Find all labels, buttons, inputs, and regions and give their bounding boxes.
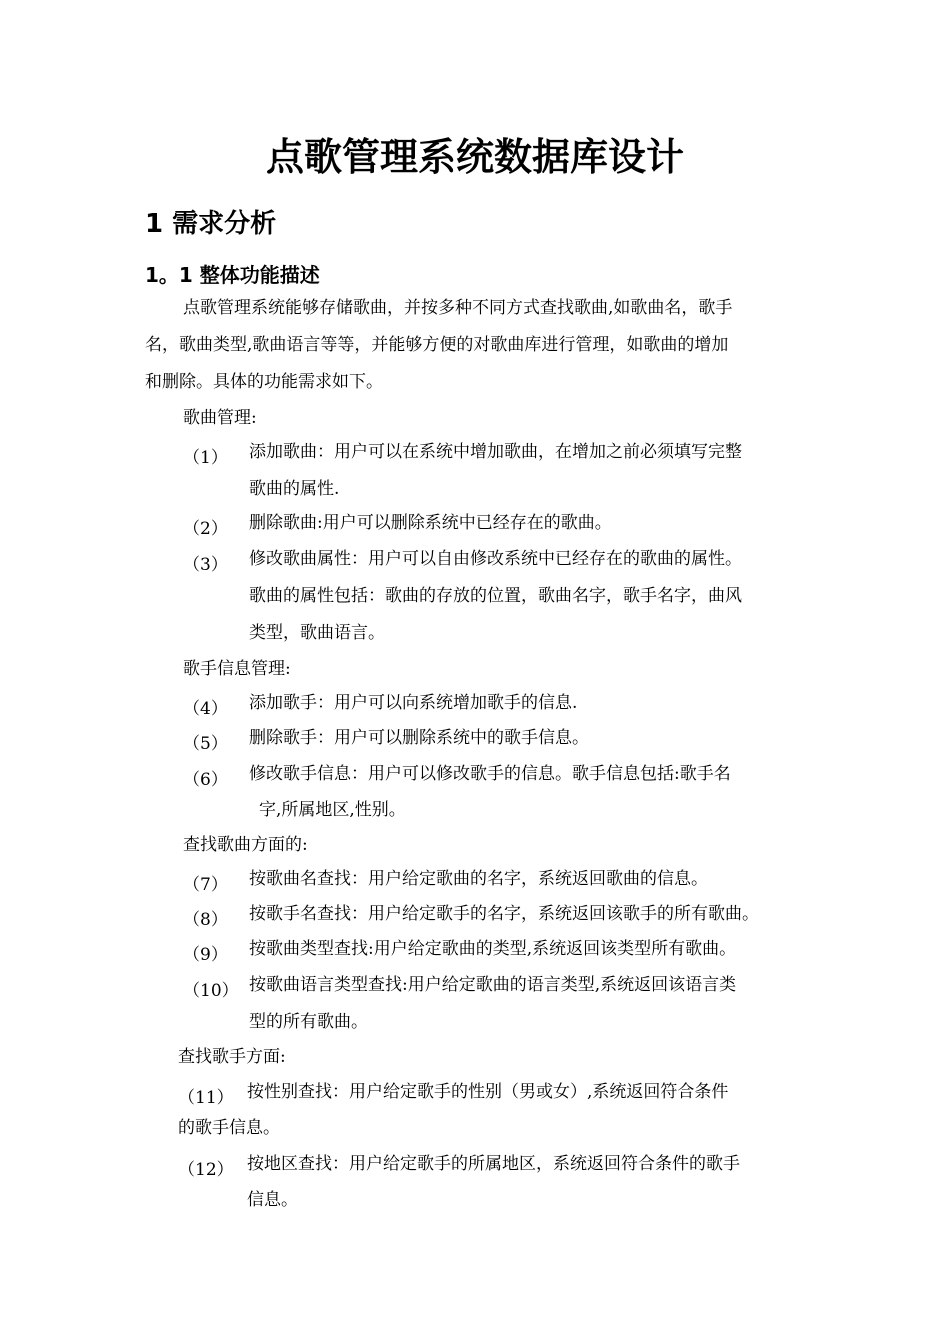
item-text: 按歌曲名查找：用户给定歌曲的名字，系统返回歌曲的信息。: [249, 869, 708, 889]
item-text: 类型，歌曲语言。: [249, 623, 385, 643]
section-heading-1: 1 需求分析: [145, 209, 277, 239]
item-number: （5）: [183, 734, 228, 754]
item-text: 修改歌曲属性：用户可以自由修改系统中已经存在的歌曲的属性。: [249, 549, 742, 569]
item-text: 添加歌手：用户可以向系统增加歌手的信息.: [249, 693, 578, 713]
item-number: （4）: [183, 699, 228, 719]
item-number: （12）: [178, 1160, 234, 1180]
item-number: （6）: [183, 770, 228, 790]
item-number: （11）: [178, 1088, 234, 1108]
section-heading-1-1: 1。1 整体功能描述: [145, 263, 320, 287]
item-text: 删除歌手：用户可以删除系统中的歌手信息。: [249, 728, 589, 748]
item-text: 删除歌曲:用户可以删除系统中已经存在的歌曲。: [249, 513, 612, 533]
intro-line-3: 和删除。具体的功能需求如下。: [145, 372, 383, 392]
group-find-singer: 查找歌手方面:: [178, 1047, 286, 1067]
group-find-song: 查找歌曲方面的:: [183, 835, 308, 855]
intro-line-1: 点歌管理系统能够存储歌曲，并按多种不同方式查找歌曲,如歌曲名，歌手: [183, 298, 733, 318]
item-number: （9）: [183, 945, 228, 965]
item-text: 按性别查找：用户给定歌手的性别（男或女）,系统返回符合条件: [247, 1082, 729, 1102]
item-text: 型的所有歌曲。: [249, 1012, 368, 1032]
item-number: （3）: [183, 555, 228, 575]
item-text: 添加歌曲：用户可以在系统中增加歌曲，在增加之前必须填写完整: [249, 442, 742, 462]
group-singer-management: 歌手信息管理:: [183, 659, 291, 679]
intro-line-2: 名，歌曲类型,歌曲语言等等，并能够方便的对歌曲库进行管理，如歌曲的增加: [145, 335, 729, 355]
item-text: 字,所属地区,性别。: [259, 800, 406, 820]
item-text: 按歌曲语言类型查找:用户给定歌曲的语言类型,系统返回该语言类: [249, 975, 737, 995]
item-text: 歌曲的属性包括：歌曲的存放的位置，歌曲名字，歌手名字，曲风: [249, 586, 742, 606]
item-number: （1）: [183, 448, 228, 468]
group-song-management: 歌曲管理:: [183, 408, 257, 428]
item-number: （2）: [183, 519, 228, 539]
item-number: （7）: [183, 875, 228, 895]
item-number: （8）: [183, 910, 228, 930]
item-text: 修改歌手信息：用户可以修改歌手的信息。歌手信息包括:歌手名: [249, 764, 731, 784]
item-text: 信息。: [247, 1190, 298, 1210]
page-title: 点歌管理系统数据库设计: [265, 135, 684, 179]
item-text: 的歌手信息。: [178, 1118, 280, 1138]
item-text: 按歌曲类型查找:用户给定歌曲的类型,系统返回该类型所有歌曲。: [249, 939, 737, 959]
item-number: （10）: [183, 981, 239, 1001]
item-text: 按地区查找：用户给定歌手的所属地区，系统返回符合条件的歌手: [247, 1154, 740, 1174]
item-text: 按歌手名查找：用户给定歌手的名字，系统返回该歌手的所有歌曲。: [249, 904, 759, 924]
item-text: 歌曲的属性.: [249, 479, 340, 499]
